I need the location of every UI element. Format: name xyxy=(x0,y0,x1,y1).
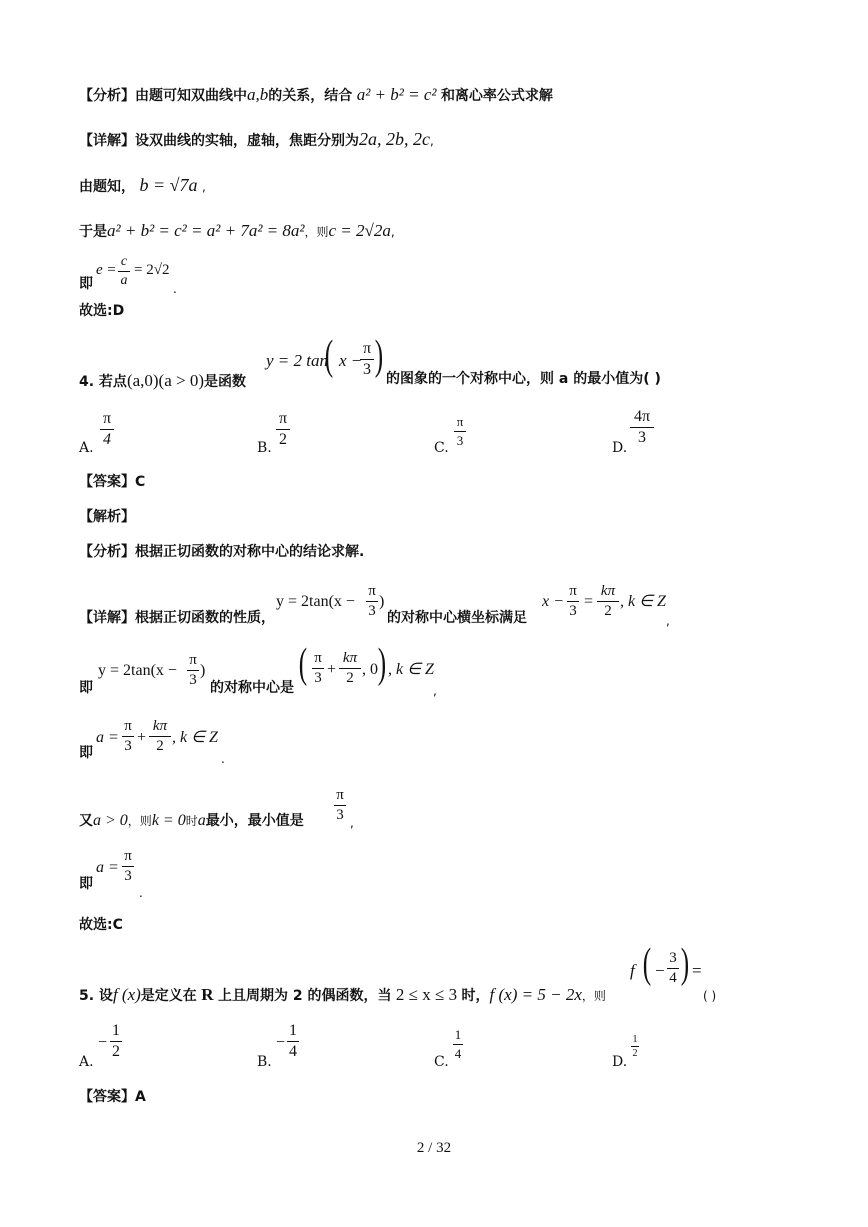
page-number: 2 / 32 xyxy=(416,1140,452,1156)
q5-stem-paren xyxy=(703,989,716,1003)
q4-detail-func-num: π xyxy=(368,583,376,599)
q5-stem-line xyxy=(79,986,606,1003)
q4-ie1-c-den1: 3 xyxy=(314,670,322,686)
q5-option-c-num: 1 xyxy=(454,1027,462,1042)
q3-ie-e xyxy=(96,263,117,278)
q4-detail-cond-frac2 xyxy=(597,583,619,620)
q4-option-c-frac xyxy=(454,414,466,449)
q4-ie3-label xyxy=(79,877,93,891)
q4-stem-rparen: ) xyxy=(374,333,384,379)
q4-ie3-end xyxy=(139,886,143,900)
q4-ie1-c-frac1 xyxy=(312,650,324,687)
q4-ie2-num2: kπ xyxy=(152,718,168,734)
q5-stem-lparen: ( xyxy=(642,941,652,987)
q3-detail-vals: 2a, 2b, 2c xyxy=(359,129,430,149)
q4-ie3-end-text: . xyxy=(139,886,143,900)
q3-choice-text: 故选:D xyxy=(79,303,125,319)
q4-ie1-end xyxy=(433,684,437,698)
q4-analysis-text: 【分析】根据正切函数的对称中心的结论求解. xyxy=(79,544,365,560)
q4-also-den: 3 xyxy=(336,807,344,823)
q4-ie1-end-text: , xyxy=(433,684,437,698)
q4-stem-frac xyxy=(360,340,374,379)
q5-stem-range: 2 ≤ x ≤ 3 xyxy=(395,985,458,1004)
q4-detail-func-frac xyxy=(366,583,378,620)
q4-also-mid2: 时 xyxy=(185,814,198,828)
q4-option-b-label: B. xyxy=(257,440,272,456)
q4-detail-cond-num2: kπ xyxy=(600,583,616,599)
q4-detail-mid-text: 的对称中心横坐标满足 xyxy=(387,610,527,626)
q3-ie-num: c xyxy=(120,254,128,269)
q4-also-k: k = 0 xyxy=(151,812,186,829)
q4-ie2-label xyxy=(79,746,93,760)
q3-choice xyxy=(79,304,124,318)
q4-ie2-a xyxy=(96,730,119,746)
q4-option-d-den: 3 xyxy=(638,429,646,446)
q4-jiexi-text: 【解析】 xyxy=(79,509,135,525)
q4-also-mid1: ，则 xyxy=(127,814,152,828)
q5-option-a-num: 1 xyxy=(112,1022,120,1039)
q3-ie-label xyxy=(79,277,93,291)
q5-stem-R: R xyxy=(201,985,214,1004)
q5-option-d-den: 2 xyxy=(632,1048,638,1059)
q3-detail-end: , xyxy=(430,134,434,148)
q4-detail-func xyxy=(276,594,355,610)
q3-analysis-prefix: 【分析】由题可知双曲线中 xyxy=(79,88,247,104)
q4-analysis xyxy=(79,545,364,559)
q5-option-a-den: 2 xyxy=(112,1043,120,1060)
q4-option-a-frac xyxy=(100,410,114,449)
q4-option-a-num: π xyxy=(102,410,112,427)
q4-ie2-end xyxy=(221,752,225,766)
q4-ie1-label-text: 即 xyxy=(79,680,93,696)
q4-ie2-end-text: . xyxy=(221,752,225,766)
q4-also-frac xyxy=(334,787,346,824)
q4-detail-cond-eq-text: = xyxy=(584,593,594,610)
q4-stem-start xyxy=(79,372,246,389)
q4-ie1-func-close xyxy=(200,663,205,679)
q4-detail-cond-lhs-text: x − xyxy=(542,593,564,610)
q4-detail-cond-lhs xyxy=(542,594,564,610)
q4-ie1-func xyxy=(98,663,177,679)
q3-so-result: c = 2√2a xyxy=(328,221,391,240)
q5-stem-eq-text: = xyxy=(692,961,702,980)
q4-ie1-k xyxy=(388,662,434,678)
q4-also-a: a xyxy=(197,812,206,829)
q4-choice-text: 故选:C xyxy=(79,917,123,933)
q3-known-end: , xyxy=(201,180,206,194)
q4-option-c-num: π xyxy=(456,414,464,429)
q4-jiexi xyxy=(79,510,135,524)
q4-stem-prefix: 4. 若点 xyxy=(79,374,127,390)
q4-option-b-frac xyxy=(276,410,290,449)
q4-stem-func xyxy=(266,352,328,369)
q4-ie1-c-num1: π xyxy=(314,650,322,666)
q4-option-a-den: 4 xyxy=(103,431,111,448)
q4-ie1-c-plus xyxy=(327,662,336,678)
q5-option-b-den: 4 xyxy=(289,1043,297,1060)
q5-answer xyxy=(79,1090,146,1104)
q4-ie1-c-plus-text: + xyxy=(327,661,337,678)
q4-also-end xyxy=(350,816,354,830)
q4-ie1-c-num2: kπ xyxy=(342,650,358,666)
q4-detail-cond-num1: π xyxy=(569,583,577,599)
q4-detail-cond-k xyxy=(620,594,666,610)
q4-detail-prefix xyxy=(79,611,275,625)
q5-option-a-frac xyxy=(110,1022,122,1061)
q4-detail-cond-frac1 xyxy=(567,583,579,620)
q3-detail-prefix: 【详解】设双曲线的实轴，虚轴，焦距分别为 xyxy=(79,133,359,149)
q4-detail-mid xyxy=(387,611,527,625)
q4-detail-func-text: y = 2tan(x − xyxy=(276,593,355,610)
q4-stem-point: (a,0)(a > 0) xyxy=(126,371,205,390)
q4-choice xyxy=(79,918,123,932)
q5-option-d-label: D. xyxy=(612,1054,628,1070)
q5-stem-f xyxy=(630,962,635,979)
q5-option-c-den: 4 xyxy=(454,1046,462,1061)
q5-stem-neg-text: − xyxy=(655,961,665,980)
q4-detail-cond-eq xyxy=(584,594,593,610)
q3-ie-end xyxy=(173,282,177,296)
q5-option-c-frac xyxy=(453,1027,463,1062)
q4-ie2-plus-text: + xyxy=(137,729,147,746)
q3-ie-label-text: 即 xyxy=(79,276,93,292)
q4-detail-func-close xyxy=(379,594,384,610)
q4-ie1-func-close-text: ) xyxy=(200,662,206,679)
q5-stem-f-text: f xyxy=(630,961,635,980)
q5-stem-prefix: 5. 设 xyxy=(79,988,113,1004)
q4-option-d-num: 4π xyxy=(633,408,651,425)
q4-stem-func-lhs: y = 2 tan xyxy=(266,351,328,370)
q4-detail-func-close-text: ) xyxy=(379,593,385,610)
q4-detail-func-den: 3 xyxy=(368,603,376,619)
q4-also-mid3: 最小，最小值是 xyxy=(205,813,304,829)
q4-ie2-den1: 3 xyxy=(124,738,132,754)
q4-option-b-num: π xyxy=(278,410,288,427)
q3-so-prefix: 于是 xyxy=(79,224,107,240)
q3-analysis-mid: 的关系，结合 xyxy=(268,88,353,104)
q5-stem-eq xyxy=(692,962,702,979)
q4-ie1-k-text: , k ∈ Z xyxy=(388,661,434,678)
q5-stem-rparen: ) xyxy=(680,941,690,987)
q4-also-line xyxy=(79,813,304,829)
q4-answer xyxy=(79,475,145,489)
q4-detail-cond-den2: 2 xyxy=(604,603,612,619)
q4-ie3-den: 3 xyxy=(124,868,132,884)
q4-ie2-plus xyxy=(137,730,146,746)
q5-option-d-frac xyxy=(631,1034,639,1059)
q5-answer-text: 【答案】A xyxy=(79,1089,146,1105)
q4-ie3-frac xyxy=(122,848,134,885)
q4-ie1-c-frac2 xyxy=(339,650,361,687)
q4-ie2-k xyxy=(172,730,218,746)
q3-ie-frac xyxy=(118,254,130,289)
q4-ie3-num: π xyxy=(124,848,132,864)
q5-stem-num: 3 xyxy=(669,950,677,966)
q4-ie1-func-frac xyxy=(187,652,199,689)
q4-ie2-label-text: 即 xyxy=(79,745,93,761)
q4-stem-suffix-text: 的图象的一个对称中心，则 a 的最小值为( ) xyxy=(386,371,661,387)
q4-option-a-label: A. xyxy=(79,440,94,456)
q3-analysis-line xyxy=(79,86,553,103)
q3-so-mid: ，则 xyxy=(304,225,329,239)
q5-stem-frac xyxy=(667,950,679,987)
q3-detail-line xyxy=(79,130,434,148)
q4-ie1-func-num: π xyxy=(189,652,197,668)
q4-ie1-c-zero xyxy=(362,662,378,678)
q5-stem-mid2: 上且周期为 2 的偶函数，当 xyxy=(217,988,392,1004)
q5-option-b-num: 1 xyxy=(289,1022,297,1039)
q4-detail-cond-den1: 3 xyxy=(569,603,577,619)
q4-stem-lparen: ( xyxy=(324,333,334,379)
q4-ie1-label xyxy=(79,681,93,695)
q4-ie2-frac2 xyxy=(149,718,171,755)
q3-ie-end-text: . xyxy=(173,282,177,296)
q4-ie2-num1: π xyxy=(124,718,132,734)
q4-detail-cond-k-text: , k ∈ Z xyxy=(620,593,666,610)
q3-ie-rhs xyxy=(134,263,169,278)
q3-known-formula: b = √7a xyxy=(139,175,198,195)
q4-ie1-c-zero-text: , 0 xyxy=(362,661,378,678)
q4-ie2-k-text: , k ∈ Z xyxy=(172,729,218,746)
q3-known-line xyxy=(79,176,206,194)
q4-ie1-c-den2: 2 xyxy=(346,670,354,686)
q4-ie1-mid xyxy=(210,681,294,695)
q4-also-cond: a > 0 xyxy=(93,812,128,829)
q4-stem-frac-den: 3 xyxy=(363,361,371,378)
q5-stem-mid3: 时， xyxy=(461,988,490,1004)
q4-also-prefix: 又 xyxy=(79,813,93,829)
q4-ie3-label-text: 即 xyxy=(79,876,93,892)
q5-option-d-num: 1 xyxy=(632,1034,638,1045)
q4-ie3-a-text: a = xyxy=(96,859,119,876)
q4-stem-frac-num: π xyxy=(362,340,372,357)
q3-so-end: , xyxy=(390,225,395,239)
q5-stem-mid4: ，则 xyxy=(581,989,606,1003)
q3-analysis-suffix: 和离心率公式求解 xyxy=(440,88,553,104)
q5-stem-paren-text: ( ) xyxy=(703,989,717,1003)
q4-option-b-den: 2 xyxy=(279,431,287,448)
q5-option-a-sign: − xyxy=(98,1034,108,1051)
q4-ie1-rparen: ) xyxy=(377,641,387,687)
q4-stem-mid: 是函数 xyxy=(204,374,247,390)
q4-detail-end xyxy=(666,614,670,628)
q5-stem-fx: f (x) xyxy=(112,985,141,1004)
q4-ie1-func-den: 3 xyxy=(189,672,197,688)
q4-ie2-den2: 2 xyxy=(156,738,164,754)
q4-option-c-label: C. xyxy=(434,440,449,456)
q4-ie3-a xyxy=(96,860,119,876)
q4-ie1-func-text: y = 2tan(x − xyxy=(98,662,177,679)
q4-option-d-label: D. xyxy=(612,440,628,456)
q5-option-a-label: A. xyxy=(79,1054,94,1070)
q4-detail-end-text: , xyxy=(666,614,670,628)
q4-stem-func-x xyxy=(339,352,362,369)
q3-known-prefix: 由题知， xyxy=(79,179,135,195)
q4-ie2-frac1 xyxy=(122,718,134,755)
q5-stem-den: 4 xyxy=(669,970,677,986)
q5-stem-mid1: 是定义在 xyxy=(140,988,197,1004)
q4-option-d-frac xyxy=(630,408,654,447)
q5-option-c-label: C. xyxy=(434,1054,449,1070)
q5-stem-neg xyxy=(655,962,665,979)
q3-analysis-formula: a² + b² = c² xyxy=(356,85,437,104)
q3-so-formula: a² + b² = c² = a² + 7a² = 8a² xyxy=(107,221,305,240)
q5-option-b-label: B. xyxy=(257,1054,272,1070)
q4-also-end-text: , xyxy=(350,816,354,830)
q5-option-b-frac xyxy=(287,1022,299,1061)
q5-option-b-sign: − xyxy=(276,1034,286,1051)
q3-so-line xyxy=(79,222,395,239)
q4-option-c-den: 3 xyxy=(456,433,464,448)
q4-stem-suffix xyxy=(386,372,661,386)
q4-ie2-a-text: a = xyxy=(96,729,119,746)
q4-ie1-mid-text: 的对称中心是 xyxy=(210,680,294,696)
q5-stem-def: f (x) = 5 − 2x xyxy=(489,985,582,1004)
q3-ie-rhs-text: = 2√2 xyxy=(134,262,170,278)
q3-analysis-ab: a,b xyxy=(247,85,269,104)
q3-ie-e-text: e = xyxy=(96,262,117,278)
q4-stem-func-x-text: x − xyxy=(339,351,363,370)
q4-also-num: π xyxy=(336,787,344,803)
q4-answer-text: 【答案】C xyxy=(79,474,146,490)
q4-ie1-lparen: ( xyxy=(298,641,308,687)
q4-detail-prefix-text: 【详解】根据正切函数的性质， xyxy=(79,610,275,626)
q3-ie-den: a xyxy=(120,273,128,288)
